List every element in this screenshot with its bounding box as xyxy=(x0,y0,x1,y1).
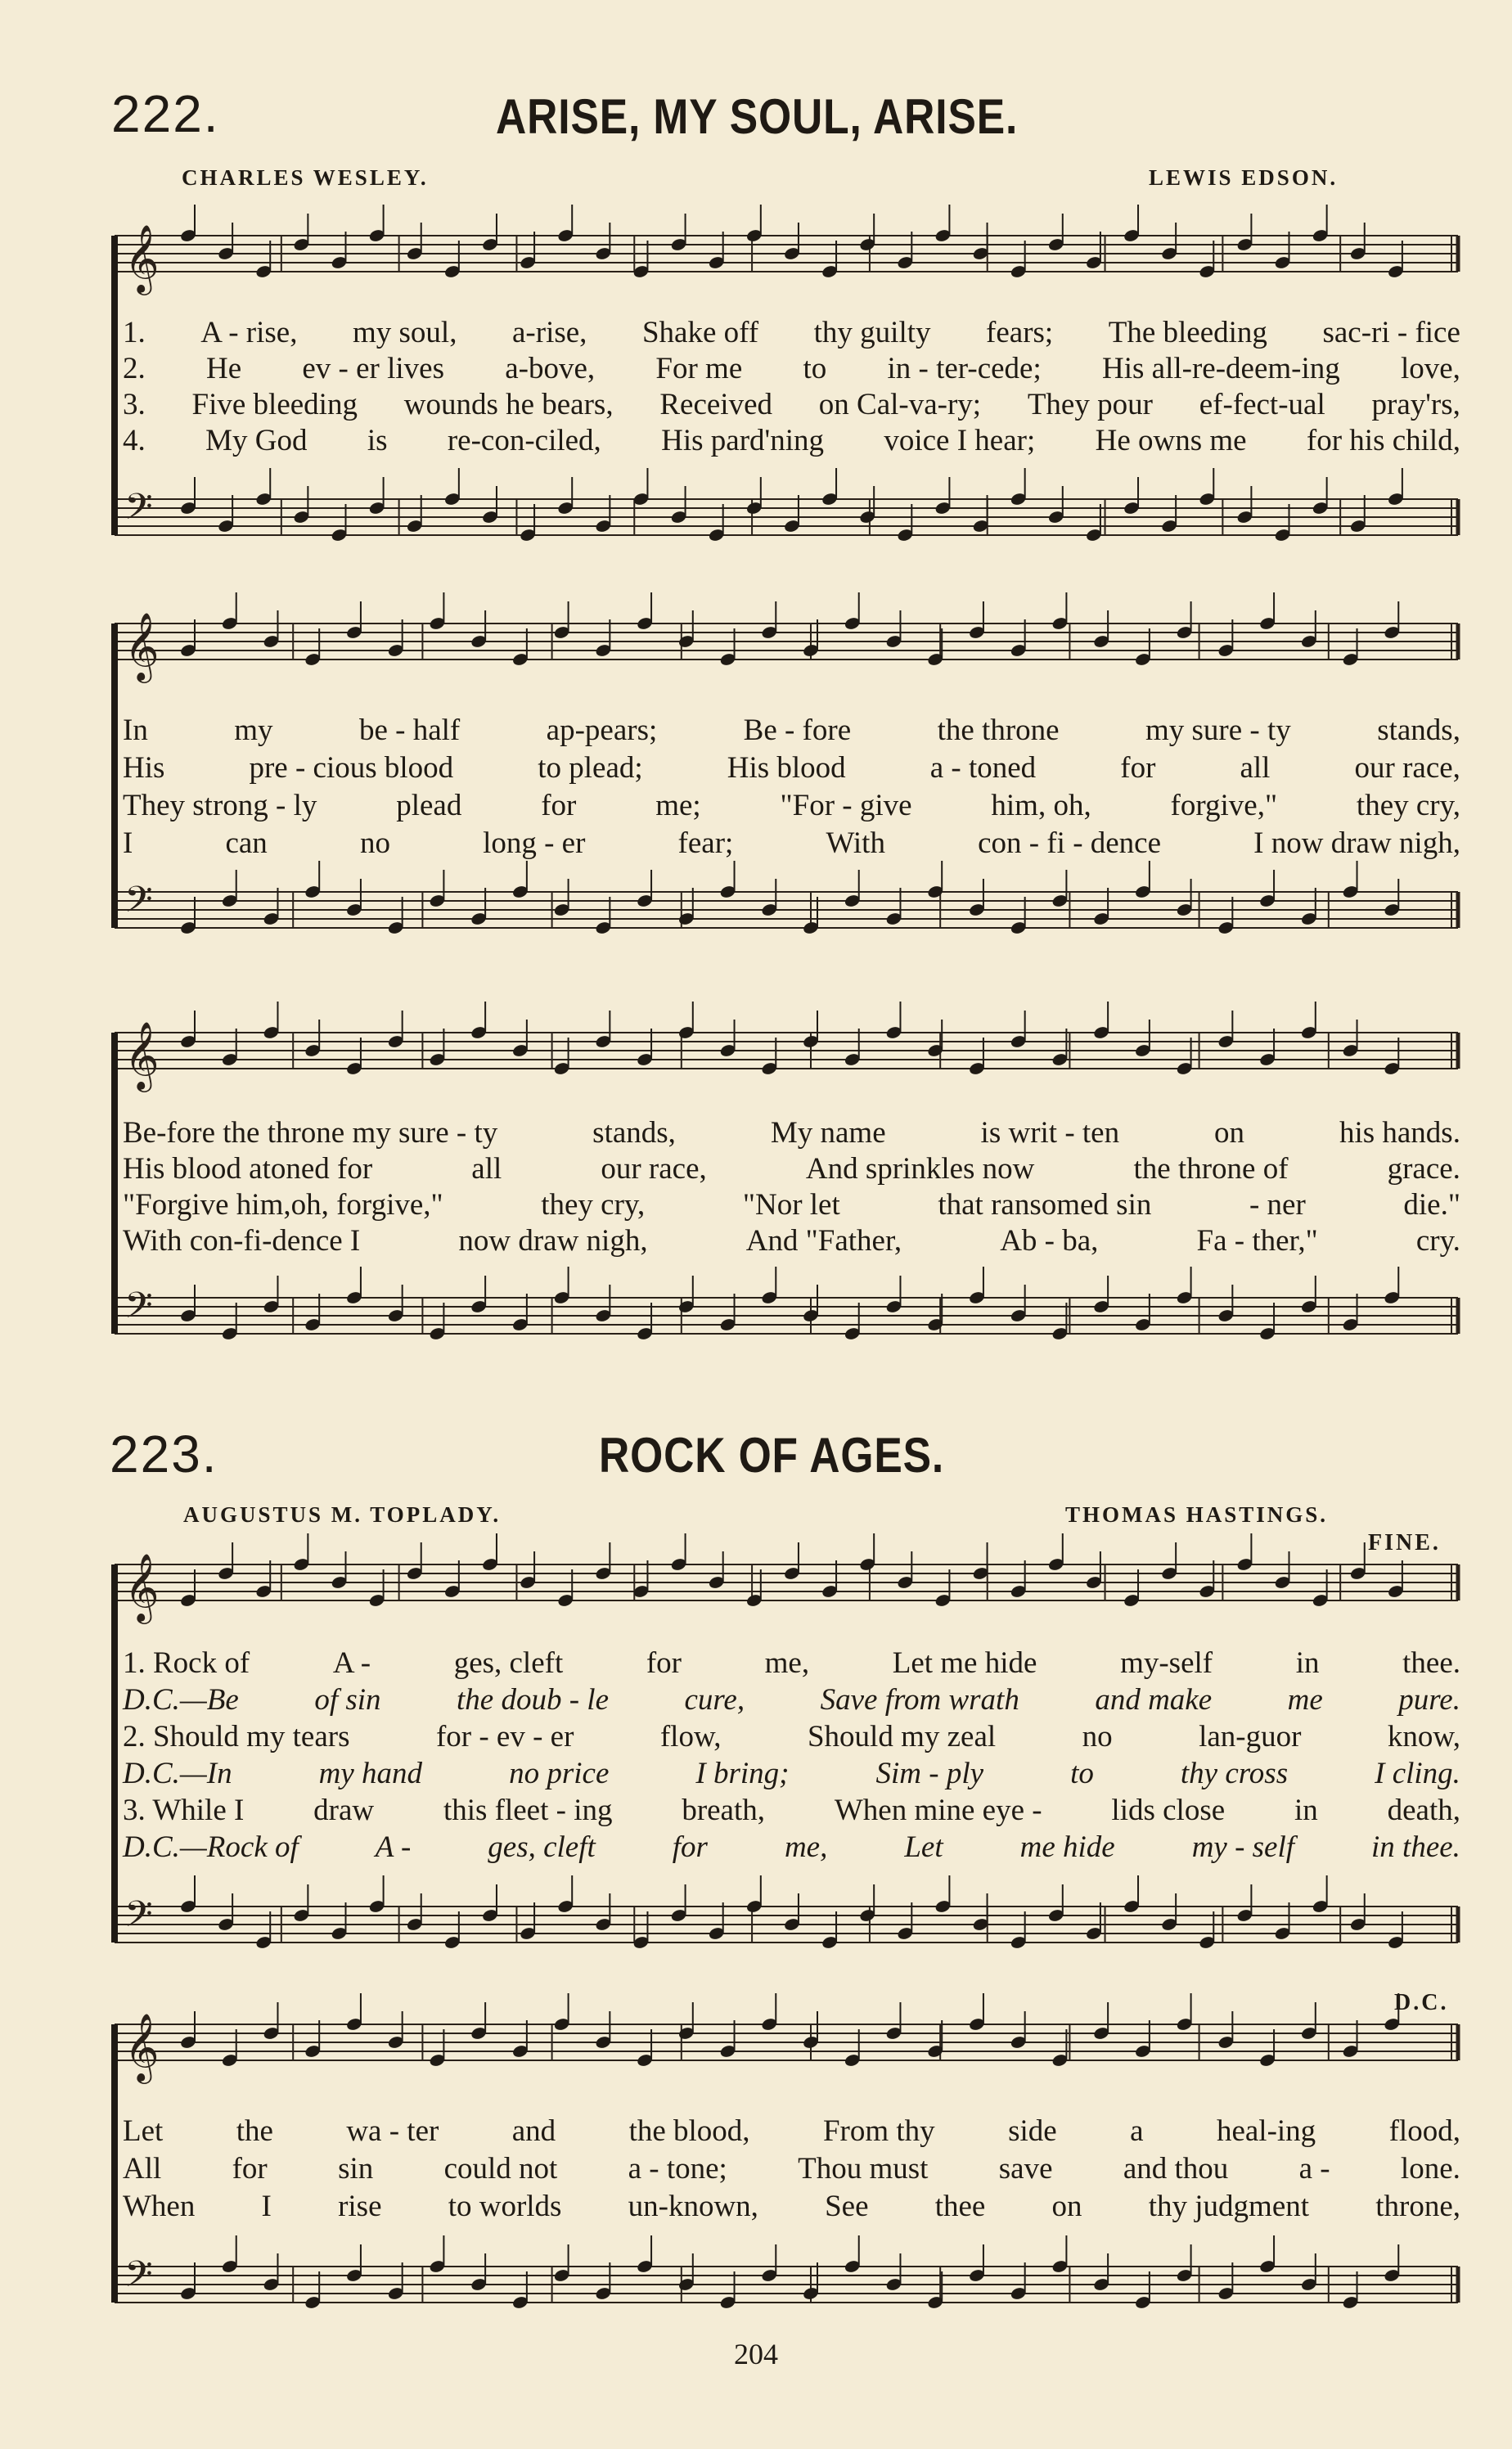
lyric-line xyxy=(123,2154,1460,2184)
lyric-syllable: for his child, xyxy=(1306,424,1460,457)
lyric-syllable: the blood, xyxy=(628,2114,750,2148)
lyric-syllable: Sim - ply xyxy=(875,1757,984,1790)
lyric-syllable: With xyxy=(826,826,885,860)
bass-clef-icon: 𝄢 xyxy=(124,1284,153,1335)
lyric-syllable: to plead; xyxy=(538,751,643,785)
lyric-syllable: save xyxy=(998,2152,1053,2186)
treble-clef-icon: 𝄞 xyxy=(124,2012,160,2081)
lyric-syllable: on xyxy=(1214,1116,1245,1150)
lyric-syllable: My name xyxy=(770,1116,886,1150)
lyric-line xyxy=(123,753,1460,783)
lyric-syllable: a - tone; xyxy=(628,2152,727,2186)
lyric-syllable: me xyxy=(1287,1683,1323,1717)
lyric-syllable: they cry, xyxy=(1356,789,1460,822)
lyric-syllable: D.C.—Rock of xyxy=(123,1830,299,1864)
lyric-syllable: a-rise, xyxy=(512,316,587,349)
lyric-syllable: For me xyxy=(655,352,743,385)
lyric-syllable: voice I hear; xyxy=(884,424,1036,457)
lyric-syllable: con - fi - dence xyxy=(978,826,1162,860)
lyric-syllable: From thy xyxy=(822,2114,935,2148)
lyric-syllable: love, xyxy=(1400,352,1460,385)
lyric-syllable: to xyxy=(1070,1757,1094,1790)
lyric-syllable: flow, xyxy=(659,1720,722,1753)
lyric-syllable: me; xyxy=(655,789,701,822)
lyric-syllable: fear; xyxy=(677,826,734,860)
lyric-syllable: my sure - ty xyxy=(1145,714,1291,747)
lyric-syllable: be - half xyxy=(358,714,461,747)
lyric-syllable: 1. xyxy=(123,316,146,349)
lyric-syllable: Let me hide xyxy=(892,1646,1037,1680)
lyric-syllable: A - xyxy=(375,1830,412,1864)
lyric-syllable: lan-guor xyxy=(1199,1720,1302,1753)
lyric-syllable: the throne xyxy=(937,714,1060,747)
lyric-syllable: Let xyxy=(904,1830,943,1864)
lyric-syllable: no price xyxy=(509,1757,610,1790)
lyric-syllable: him, oh, xyxy=(991,789,1091,822)
lyric-syllable: wounds he bears, xyxy=(403,388,614,421)
lyric-syllable: to xyxy=(803,352,827,385)
lyric-syllable: death, xyxy=(1387,1794,1460,1827)
lyric-syllable: Received xyxy=(659,388,772,421)
lyric-syllable: ef-fect-ual xyxy=(1199,388,1325,421)
lyric-syllable: his hands. xyxy=(1339,1116,1460,1150)
lyric-syllable: A - xyxy=(332,1646,371,1680)
lyric-line xyxy=(123,389,1460,420)
lyric-syllable: wa - ter xyxy=(346,2114,439,2148)
hymn-number: 223. xyxy=(110,1425,218,1483)
lyric-syllable: Let xyxy=(123,2114,164,2148)
lyric-syllable: breath, xyxy=(682,1794,766,1827)
hymn-title: ROCK OF AGES. xyxy=(599,1428,945,1483)
lyric-syllable: I xyxy=(261,2190,272,2223)
lyric-syllable: He owns me xyxy=(1095,424,1247,457)
lyric-syllable: stands, xyxy=(592,1116,676,1150)
lyric-syllable: I bring; xyxy=(695,1757,790,1790)
lyric-syllable: rise xyxy=(338,2190,382,2223)
treble-clef-icon: 𝄞 xyxy=(124,1552,160,1621)
lyric-line xyxy=(123,1154,1460,1184)
lyric-syllable: for xyxy=(646,1646,682,1680)
lyric-syllable: His blood xyxy=(727,751,846,785)
lyric-syllable: forgive," xyxy=(1170,789,1278,822)
lyric-syllable: the throne of xyxy=(1133,1152,1289,1186)
lyric-syllable: ges, cleft xyxy=(488,1830,596,1864)
lyric-syllable: My God xyxy=(205,424,308,457)
lyric-syllable: throne, xyxy=(1375,2190,1460,2223)
lyric-syllable: "Nor let xyxy=(742,1188,840,1222)
lyric-syllable: now draw nigh, xyxy=(458,1224,648,1258)
lyric-syllable: the xyxy=(236,2114,273,2148)
bass-clef-icon: 𝄢 xyxy=(124,878,153,930)
lyric-syllable: our race, xyxy=(601,1152,707,1186)
author-credit: AUGUSTUS M. TOPLADY. xyxy=(183,1502,502,1527)
lyric-syllable: me, xyxy=(784,1830,828,1864)
lyric-syllable: cry. xyxy=(1415,1224,1460,1258)
lyric-syllable: can xyxy=(225,826,268,860)
lyric-syllable: When mine eye - xyxy=(834,1794,1042,1827)
lyric-syllable: that ransomed sin xyxy=(938,1188,1152,1222)
lyric-syllable: thy cross xyxy=(1180,1757,1289,1790)
lyric-syllable: Thou must xyxy=(798,2152,929,2186)
lyric-syllable: fears; xyxy=(986,316,1054,349)
lyric-syllable: they cry, xyxy=(541,1188,646,1222)
composer-credit: LEWIS EDSON. xyxy=(1149,165,1339,190)
lyric-syllable: lone. xyxy=(1400,2152,1460,2186)
lyric-syllable: for xyxy=(672,1830,708,1864)
lyric-line xyxy=(123,715,1460,745)
lyric-syllable: for - ev - er xyxy=(435,1720,574,1753)
treble-clef-icon: 𝄞 xyxy=(124,223,160,292)
lyric-syllable: this fleet - ing xyxy=(443,1794,613,1827)
lyric-syllable: I xyxy=(123,826,133,860)
lyric-syllable: "Forgive him,oh, forgive," xyxy=(123,1188,443,1222)
lyric-syllable: my xyxy=(234,714,273,747)
lyric-line xyxy=(123,1832,1460,1862)
lyric-syllable: I cling. xyxy=(1375,1757,1460,1790)
lyric-syllable: D.C.—In xyxy=(123,1757,232,1790)
lyric-line xyxy=(123,828,1460,858)
lyric-syllable: plead xyxy=(396,789,462,822)
lyric-syllable: He xyxy=(205,352,242,385)
lyric-syllable: 2. Should my tears xyxy=(123,1720,350,1753)
lyric-line xyxy=(123,425,1460,456)
lyric-syllable: all xyxy=(471,1152,502,1186)
lyric-syllable: of sin xyxy=(314,1683,381,1717)
lyric-syllable: my - self xyxy=(1191,1830,1295,1864)
composer-credit: THOMAS HASTINGS. xyxy=(1065,1502,1329,1527)
lyric-syllable: "For - give xyxy=(780,789,912,822)
hymn-title: ARISE, MY SOUL, ARISE. xyxy=(496,89,1019,144)
lyric-syllable: His xyxy=(123,751,165,785)
lyric-syllable: A - rise, xyxy=(200,316,298,349)
lyric-syllable: to worlds xyxy=(448,2190,562,2223)
lyric-line xyxy=(123,1758,1460,1789)
page-number: 204 xyxy=(734,2338,778,2370)
lyric-syllable: And "Father, xyxy=(745,1224,902,1258)
lyric-syllable: Be-fore the throne my sure - ty xyxy=(123,1116,498,1150)
lyric-syllable: Shake off xyxy=(641,316,759,349)
treble-clef-icon: 𝄞 xyxy=(124,1020,160,1089)
lyric-line xyxy=(123,1648,1460,1678)
hymn-number: 222. xyxy=(111,84,220,143)
lyric-syllable: re-con-ciled, xyxy=(447,424,601,457)
bass-clef-icon: 𝄢 xyxy=(124,1893,153,1944)
lyric-syllable: thy judgment xyxy=(1148,2190,1310,2223)
lyric-syllable: in xyxy=(1294,1794,1318,1827)
lyric-syllable: and make xyxy=(1095,1683,1213,1717)
lyric-syllable: 1. Rock of xyxy=(123,1646,250,1680)
lyric-syllable: lids close xyxy=(1111,1794,1226,1827)
lyric-syllable: is xyxy=(367,424,388,457)
lyric-syllable: pray'rs, xyxy=(1371,388,1460,421)
lyric-syllable: And sprinkles now xyxy=(805,1152,1035,1186)
lyric-syllable: 2. xyxy=(123,352,146,385)
lyric-syllable: know, xyxy=(1387,1720,1460,1753)
lyric-syllable: See xyxy=(825,2190,869,2223)
lyric-syllable: heal-ing xyxy=(1216,2114,1316,2148)
bass-clef-icon: 𝄢 xyxy=(124,2253,153,2304)
lyric-line xyxy=(123,2116,1460,2146)
lyric-line xyxy=(123,1685,1460,1715)
lyric-syllable: Ab - ba, xyxy=(1000,1224,1099,1258)
lyric-syllable: a - toned xyxy=(929,751,1037,785)
lyric-syllable: D.C.—Be xyxy=(123,1683,239,1717)
lyric-syllable: thee xyxy=(934,2190,986,2223)
lyric-syllable: a-bove, xyxy=(505,352,596,385)
lyric-line xyxy=(123,1118,1460,1148)
lyric-syllable: could not xyxy=(443,2152,558,2186)
lyric-syllable: stands, xyxy=(1377,714,1460,747)
lyric-syllable: for xyxy=(1120,751,1156,785)
lyric-syllable: ges, cleft xyxy=(453,1646,564,1680)
lyric-syllable: and thou xyxy=(1123,2152,1229,2186)
author-credit: CHARLES WESLEY. xyxy=(182,165,429,190)
lyric-line xyxy=(123,1795,1460,1825)
lyric-syllable: no xyxy=(1082,1720,1113,1753)
lyric-syllable: on xyxy=(1051,2190,1082,2223)
lyric-syllable: side xyxy=(1008,2114,1057,2148)
lyric-syllable: our race, xyxy=(1354,751,1460,785)
lyric-syllable: 4. xyxy=(123,424,146,457)
lyric-syllable: un-known, xyxy=(628,2190,758,2223)
lyric-syllable: cure, xyxy=(684,1683,745,1717)
fine-mark: FINE. xyxy=(1368,1530,1441,1555)
lyric-syllable: His pard'ning xyxy=(661,424,824,457)
lyric-syllable: draw xyxy=(313,1794,375,1827)
lyric-syllable: thy guilty xyxy=(813,316,931,349)
lyric-syllable: the doub - le xyxy=(457,1683,609,1717)
lyric-syllable: Save from wrath xyxy=(820,1683,1019,1717)
lyric-syllable: a - xyxy=(1298,2152,1330,2186)
lyric-syllable: With con-fi-dence I xyxy=(123,1224,361,1258)
lyric-syllable: my hand xyxy=(318,1757,423,1790)
lyric-syllable: pre - cious blood xyxy=(249,751,454,785)
lyric-syllable: and xyxy=(511,2114,556,2148)
lyric-syllable: The bleeding xyxy=(1108,316,1267,349)
lyric-syllable: me hide xyxy=(1019,1830,1115,1864)
lyric-line xyxy=(123,317,1460,348)
lyric-syllable: Five bleeding xyxy=(191,388,358,421)
lyric-syllable: They strong - ly xyxy=(123,789,317,822)
lyric-syllable: die." xyxy=(1403,1188,1460,1222)
lyric-syllable: on Cal-va-ry; xyxy=(818,388,982,421)
lyric-syllable: long - er xyxy=(483,826,586,860)
lyric-syllable: All xyxy=(123,2152,162,2186)
lyric-syllable: I now draw nigh, xyxy=(1253,826,1460,860)
lyric-syllable: in xyxy=(1295,1646,1320,1680)
lyric-syllable: Should my zeal xyxy=(807,1720,997,1753)
lyric-syllable: no xyxy=(359,826,390,860)
lyric-syllable: all xyxy=(1240,751,1271,785)
lyric-syllable: - ner xyxy=(1249,1188,1306,1222)
lyric-syllable: Be - fore xyxy=(743,714,852,747)
lyric-line xyxy=(123,1190,1460,1220)
lyric-syllable: sac-ri - fice xyxy=(1322,316,1460,349)
lyric-line xyxy=(123,1226,1460,1256)
lyric-syllable: me, xyxy=(764,1646,810,1680)
treble-clef-icon: 𝄞 xyxy=(124,611,160,680)
lyric-syllable: 3. xyxy=(123,388,146,421)
lyric-syllable: sin xyxy=(338,2152,374,2186)
lyric-line xyxy=(123,2191,1460,2222)
lyric-syllable: ap-pears; xyxy=(546,714,658,747)
lyric-syllable: They pour xyxy=(1027,388,1153,421)
lyric-syllable: grace. xyxy=(1387,1152,1460,1186)
lyric-syllable: 3. While I xyxy=(123,1794,245,1827)
lyric-syllable: In xyxy=(123,714,148,747)
lyric-line xyxy=(123,1722,1460,1752)
lyric-syllable: a xyxy=(1130,2114,1144,2148)
lyric-syllable: ev - er lives xyxy=(302,352,444,385)
dc-mark: D.C. xyxy=(1394,1990,1449,2015)
lyric-syllable: in - ter-cede; xyxy=(887,352,1042,385)
lyric-line xyxy=(123,790,1460,821)
lyric-syllable: for xyxy=(541,789,577,822)
lyric-syllable: my soul, xyxy=(353,316,457,349)
lyric-syllable: pure. xyxy=(1398,1683,1460,1717)
lyric-syllable: my-self xyxy=(1120,1646,1213,1680)
lyric-syllable: for xyxy=(232,2152,268,2186)
lyric-syllable: flood, xyxy=(1388,2114,1460,2148)
lyric-syllable: Fa - ther," xyxy=(1196,1224,1318,1258)
lyric-syllable: When xyxy=(123,2190,196,2223)
lyric-syllable: is writ - ten xyxy=(980,1116,1120,1150)
lyric-syllable: in thee. xyxy=(1371,1830,1460,1864)
lyric-syllable: His all-re-deem-ing xyxy=(1102,352,1340,385)
lyric-syllable: thee. xyxy=(1402,1646,1460,1680)
lyric-syllable: His blood atoned for xyxy=(123,1152,373,1186)
lyric-line xyxy=(123,353,1460,384)
bass-clef-icon: 𝄢 xyxy=(124,485,153,537)
